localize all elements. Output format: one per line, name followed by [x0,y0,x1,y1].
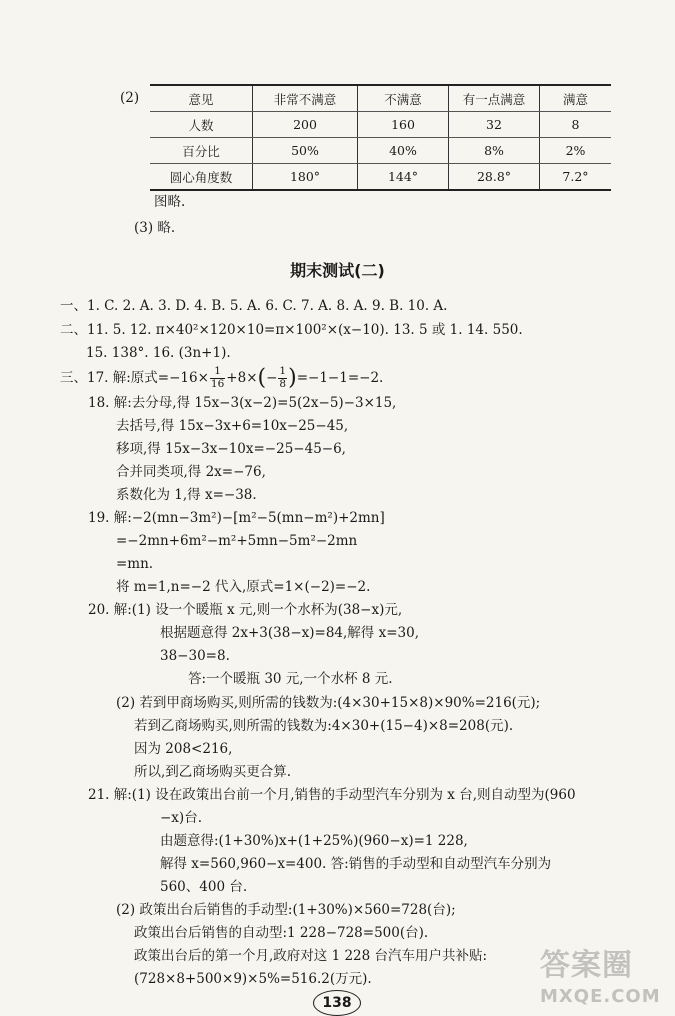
table-cell: 2% [540,138,612,164]
answer-line: 根据题意得 2x+3(38−x)=84,解得 x=30, [160,625,419,641]
answer-line: 19. 解:−2(mn−3m²)−[m²−5(mn−m²)+2mn] [88,510,385,526]
table-cell: 200 [253,112,358,138]
table-cell: 32 [449,112,540,138]
table-header-cell: 意见 [150,85,253,112]
note-figure-omitted: 图略. [154,194,186,210]
table-row [150,112,611,138]
answer-line: 18. 解:去分母,得 15x−3(x−2)=5(2x−5)−3×15, [88,395,397,411]
section-title: 期末测试(二) [290,261,385,280]
table-cell: 8 [540,112,612,138]
fraction-numerator: 1 [279,365,287,378]
table-row [150,164,611,191]
paren-left: ( [257,365,267,391]
fraction [278,366,287,390]
table-cell: 50% [253,138,358,164]
table-cell: 7.2° [540,164,612,191]
answer-line: (2) 政策出台后销售的手动型:(1+30%)×560=728(台); [116,902,456,918]
table-row [150,138,611,164]
answer-line: 38−30=8. [160,648,230,664]
watermark-url: MXQE.COM [540,986,661,1007]
answer-line: 因为 208<216, [134,741,233,757]
table-cell: 百分比 [150,138,253,164]
survey-table [150,84,611,191]
paren-right: ) [288,365,297,391]
answer-line: 合并同类项,得 2x=−76, [116,464,266,480]
q17-part: 三、17. 解:原式=−16× [60,370,209,386]
answer-line: 由题意得:(1+30%)x+(1+25%)(960−x)=1 228, [160,833,468,849]
table-header-cell: 有一点满意 [449,85,540,112]
table-header-cell: 不满意 [358,85,449,112]
answer-line: 系数化为 1,得 x=−38. [116,487,257,503]
answer-line: 去括号,得 15x−3x+6=10x−25−45, [116,418,349,434]
answer-line: 一、1. C. 2. A. 3. D. 4. B. 5. A. 6. C. 7. A. 8. A. 9. B. 10. A. [60,298,448,314]
fraction-denominator: 16 [210,378,225,390]
answer-line: 若到乙商场购买,则所需的钱数为:4×30+(15−4)×8=208(元). [134,718,514,734]
q17-part: =−1−1=−2. [296,370,384,386]
table-cell: 人数 [150,112,253,138]
page-number: 138 [313,990,361,1016]
answer-line: 20. 解:(1) 设一个暖瓶 x 元,则一个水杯为(38−x)元, [88,602,403,618]
answer-line: =−2mn+6m²−m²+5mn−5m²−2mn [116,533,358,549]
answer-line: 二、11. 5. 12. π×40²×120×10=π×100²×(x−10). 13. 5 或 1. 14. 550. [60,322,523,338]
answer-line: −x)台. [160,810,202,826]
table-cell: 40% [358,138,449,164]
answer-line: 21. 解:(1) 设在政策出台前一个月,销售的手动型汽车分别为 x 台,则自动型为(960 [88,787,576,803]
table-cell: 圆心角度数 [150,164,253,191]
table-header-row [150,85,611,112]
answer-line: 政策出台后销售的自动型:1 228−728=500(台). [134,925,429,941]
q17-part: +8× [226,370,258,386]
table-cell: 28.8° [449,164,540,191]
answer-line: 解得 x=560,960−x=400. 答:销售的手动型和自动型汽车分别为 [160,856,552,872]
answer-line: (728×8+500×9)×5%=516.2(万元). [134,971,372,987]
answer-line: 移项,得 15x−3x−10x=−25−45−6, [116,441,346,457]
answer-line: 560、400 台. [160,879,248,895]
answer-line: 政策出台后的第一个月,政府对这 1 228 台汽车用户共补贴: [134,948,488,964]
table-header-cell: 满意 [540,85,612,112]
answer-line: 将 m=1,n=−2 代入,原式=1×(−2)=−2. [116,579,371,595]
minus-sign: − [266,370,278,386]
table-cell: 160 [358,112,449,138]
subquestion-label: (2) [120,90,140,106]
watermark-logo [540,940,668,1006]
fraction [210,366,225,390]
answer-line: 15. 138°. 16. (3n+1). [86,345,231,361]
table-cell: 144° [358,164,449,191]
fraction-denominator: 8 [279,378,287,390]
table-header-cell: 非常不满意 [253,85,358,112]
answer-line: =mn. [116,556,154,572]
note-q3: (3) 略. [134,220,176,236]
answer-line: 所以,到乙商场购买更合算. [134,764,292,780]
fraction-numerator: 1 [210,366,225,379]
answer-line: (2) 若到甲商场购买,则所需的钱数为:(4×30+15×8)×90%=216(元); [116,695,541,711]
table-cell: 8% [449,138,540,164]
answer-line: 答:一个暖瓶 30 元,一个水杯 8 元. [188,671,393,687]
answer-line-q17 [60,364,383,392]
table-cell: 180° [253,164,358,191]
watermark-text: 答案圈 [540,948,633,983]
